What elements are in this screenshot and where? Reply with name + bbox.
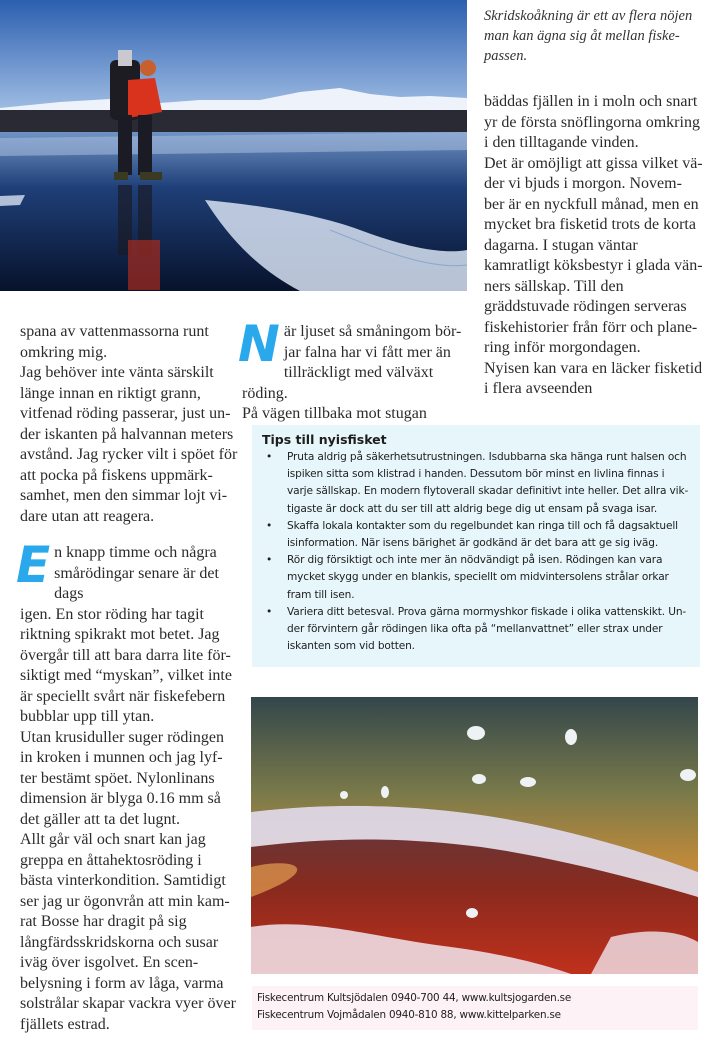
text-line: riktning spikrakt mot betet. Jag — [20, 626, 220, 643]
caption-line: passen. — [484, 48, 528, 64]
text-line: Allt går väl och snart kan jag — [20, 831, 206, 848]
text-line: der förvintern går rödingen lika ofta på “mellanvattnet” eller strax under — [287, 623, 663, 636]
caption-line: man kan ägna sig åt mellan fiske- — [484, 28, 680, 44]
paragraph — [484, 359, 714, 400]
contact-info-box — [252, 986, 698, 1030]
text-line: ter bestämt spöet. Nylonlinans — [20, 769, 215, 787]
text-line: avstånd. Jag rycker vilt i spöet för — [20, 446, 238, 463]
text-line: varje sällskap. En modern flytoverall skadar definitivt inte heller. Det allra vik- — [287, 485, 689, 498]
text-line: övergår till att bara darra lite för- — [20, 646, 231, 664]
tips-item — [262, 518, 692, 552]
tips-title: Tips till nyisfisket — [262, 432, 387, 447]
text-line: ber är en nyckfull månad, men en — [484, 195, 699, 213]
text-line: det gäller att ta det lugnt. — [20, 810, 180, 828]
bullet-icon: • — [266, 451, 273, 463]
text-line: i flera avseenden — [484, 380, 593, 397]
text-line: ser jag ur ögonvrån att min kam- — [20, 892, 230, 910]
text-line: fiskehistorier från förr och plane- — [484, 318, 698, 336]
text-line: bäddas fjällen in i moln och snart — [484, 93, 698, 110]
text-line: är speciellt svårt när fiskefebern — [20, 687, 226, 705]
fish-photo-illustration — [251, 697, 698, 974]
text-line: Pruta aldrig på säkerhetsutrustningen. Isdubbarna ska hänga runt halsen och — [287, 451, 687, 463]
dropcap-letter: E — [16, 536, 51, 594]
bullet-icon: • — [266, 605, 273, 618]
text-line: gräddstuvade rödingen serveras — [484, 298, 687, 315]
text-line: Det är omöjligt att gissa vilket vä- — [484, 154, 703, 172]
skater-photo-illustration — [0, 0, 467, 291]
text-line: att pocka på fiskens uppmärk- — [20, 466, 213, 484]
skater-on-ice-photo — [0, 0, 467, 291]
text-line: ring inför morgondagen. — [484, 339, 641, 356]
text-line: På vägen tillbaka mot stugan — [242, 405, 427, 422]
text-line: Variera ditt betesval. Prova gärna mormyshkor fiskade i olika vattenskikt. Un- — [287, 605, 687, 618]
text-line: mycket bra fisketid trots de korta — [484, 216, 696, 233]
text-line: tillräckligt med välväxt röding. — [242, 364, 434, 402]
text-line: n knapp timme och några — [54, 544, 217, 561]
text-line: solstrålar skapar vackra vyer över — [20, 995, 236, 1012]
text-line: fram till isen. — [287, 588, 355, 601]
text-line: vitfenad röding passerar, just un- — [20, 405, 231, 422]
paragraph — [20, 728, 238, 831]
text-line: dare utan att reagera. — [20, 507, 155, 525]
tips-item — [262, 604, 692, 656]
text-line: mycket skygg under en blankis, speciellt om midvintersolens strålar orkar — [287, 571, 669, 584]
text-line: samhet, men den simmar lojt vi- — [20, 487, 228, 504]
text-line: tigaste är dock att du ser till att aldrig bege dig ut ensam på svaga isar. — [287, 502, 658, 515]
text-line: bubblar upp till ytan. — [20, 708, 155, 725]
text-line: Nyisen kan vara en läcker fisketid — [484, 359, 703, 377]
tips-list — [262, 449, 692, 655]
text-line: ispiken sitta som klistrad i handen. Dessutom bör minst en livlina finnas i — [287, 468, 665, 481]
paragraph — [484, 92, 714, 154]
tips-box — [252, 425, 700, 667]
right-column-text — [484, 92, 714, 400]
paragraph — [484, 154, 714, 359]
text-line: kamratligt köksbestyr i glada vän- — [484, 257, 703, 274]
left-column-section-2 — [16, 536, 238, 1035]
contact-line: Fiskecentrum Kultsjödalen 0940-700 44, www.kultsjogarden.se — [257, 992, 572, 1004]
tips-item — [262, 449, 692, 518]
text-line: greppa en åttahektosröding i — [20, 851, 202, 869]
char-fish-photo — [251, 697, 698, 974]
bullet-icon: • — [266, 554, 273, 567]
text-line: iskanten som vid botten. — [287, 640, 415, 653]
paragraph — [20, 363, 238, 527]
photo-caption — [484, 6, 709, 66]
text-line: långfärdsskridskorna och susar — [20, 933, 219, 951]
text-line: smårödingar senare är det dags — [54, 564, 219, 602]
text-line: länge innan en riktigt grann, — [20, 384, 201, 402]
text-line: der vi bjuds i morgon. Novem- — [484, 175, 682, 192]
text-line: rat Bosse har dragit på sig — [20, 913, 187, 930]
text-line: siktigt med “myskan”, vilket inte — [20, 667, 232, 684]
text-line: Jag behöver inte vänta särskilt — [20, 364, 214, 381]
caption-line: Skridskoåkning är ett av flera nöjen — [484, 8, 693, 24]
paragraph — [20, 322, 238, 363]
paragraph — [20, 543, 238, 728]
text-line: der iskanten på halvannan meters — [20, 425, 234, 443]
middle-column-text — [238, 315, 472, 425]
tips-item — [262, 552, 692, 604]
text-line: fjällets estrad. — [20, 1015, 110, 1033]
text-line: Utan krusiduller suger rödingen — [20, 728, 224, 746]
text-line: belysning i form av låga, varma — [20, 974, 224, 992]
bullet-icon: • — [266, 519, 273, 532]
text-line: är ljuset så småningom bör- — [283, 323, 462, 340]
text-line: isinformation. När isens bärighet är godkänd är det bara att ge sig iväg. — [287, 537, 659, 550]
text-line: dagarna. I stugan väntar — [484, 236, 638, 254]
text-line: igen. En stor röding har tagit — [20, 605, 204, 623]
text-line: Skaffa lokala kontakter som du regelbundet kan ringa till och få dagsaktuell — [287, 519, 678, 532]
dropcap-letter: N — [238, 315, 280, 373]
text-line: spana av vattenmassorna runt — [20, 323, 209, 340]
text-line: Rör dig försiktigt och inte mer än nödvändigt på isen. Rödingen kan vara — [287, 554, 663, 567]
text-line: dimension är blyga 0.16 mm så — [20, 790, 221, 807]
paragraph — [20, 830, 238, 1035]
contact-line: Fiskecentrum Vojmådalen 0940-810 88, www.kittelparken.se — [257, 1009, 561, 1021]
text-line: ners sällskap. Till den — [484, 277, 624, 295]
text-line: i den tilltagande vinden. — [484, 134, 639, 151]
text-line: yr de första snöflingorna omkring — [484, 113, 700, 131]
text-line: omkring mig. — [20, 343, 108, 361]
text-line: jar falna har vi fått mer än — [283, 343, 451, 361]
text-line: in kroken i munnen och jag lyf- — [20, 749, 223, 766]
text-line: iväg över isgolvet. En scen- — [20, 954, 199, 971]
left-column-text — [20, 322, 238, 527]
text-line: bästa vinterkondition. Samtidigt — [20, 872, 226, 889]
